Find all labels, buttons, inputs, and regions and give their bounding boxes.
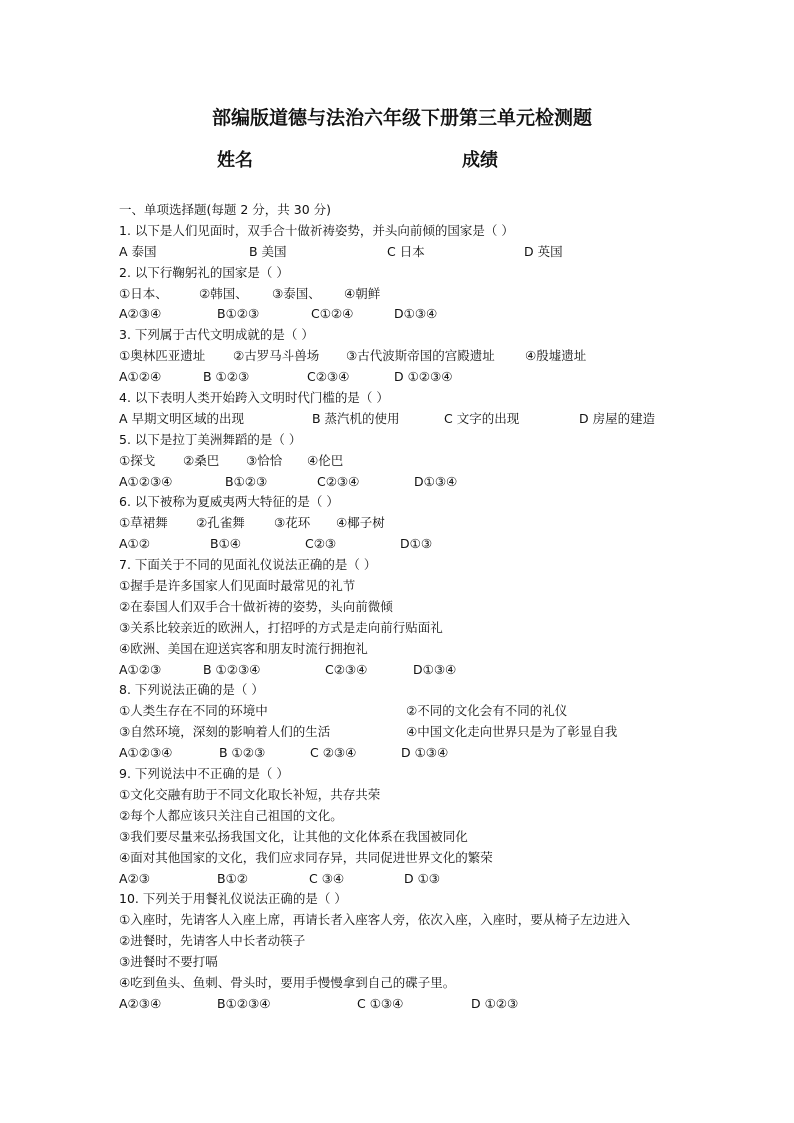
option-row bbox=[119, 367, 759, 388]
option-item: A①②③④ bbox=[119, 745, 173, 761]
option-item: ①草裙舞 bbox=[119, 515, 168, 531]
statement-line: ④面对其他国家的文化，我们应求同存异，共同促进世界文化的繁荣 bbox=[119, 849, 493, 865]
option-item: ④椰子树 bbox=[336, 515, 385, 531]
statement-line: ②每个人都应该只关注自己祖国的文化。 bbox=[119, 807, 343, 823]
option-item: B①②③ bbox=[225, 473, 268, 489]
statement-line: ②在泰国人们双手合十做祈祷的姿势，头向前微倾 bbox=[119, 598, 393, 614]
option-item: D①③④ bbox=[413, 661, 457, 677]
option-item: D ①③④ bbox=[401, 745, 449, 761]
question-stem: 7. 下面关于不同的见面礼仪说法正确的是（ ） bbox=[119, 557, 377, 573]
statement-line: ④吃到鱼头、鱼刺、骨头时，要用手慢慢拿到自己的碟子里。 bbox=[119, 974, 456, 990]
option-item: B 美国 bbox=[249, 243, 287, 259]
option-item: C ①③④ bbox=[357, 995, 404, 1011]
question-stem: 8. 下列说法正确的是（ ） bbox=[119, 682, 264, 698]
option-item: A①②③ bbox=[119, 661, 162, 677]
option-item: B①②③ bbox=[217, 306, 260, 322]
question-stem: 4. 以下表明人类开始跨入文明时代门槛的是（ ） bbox=[119, 390, 389, 406]
option-row bbox=[119, 304, 759, 325]
statement-pair-row bbox=[119, 701, 759, 722]
option-item: C ③④ bbox=[309, 870, 345, 886]
statement-line: ③进餐时不要打嗝 bbox=[119, 954, 218, 970]
option-item: ②韩国、 bbox=[199, 285, 248, 301]
question-stem: 6. 以下被称为夏威夷两大特征的是（ ） bbox=[119, 494, 339, 510]
option-item: B ①②③④ bbox=[203, 661, 261, 677]
option-row bbox=[119, 534, 759, 555]
statement-line: ①文化交融有助于不同文化取长补短，共存共荣 bbox=[119, 786, 381, 802]
option-item: D①③④ bbox=[394, 306, 438, 322]
option-item: ②孔雀舞 bbox=[196, 515, 245, 531]
option-item: B 蒸汽机的使用 bbox=[312, 410, 400, 426]
option-row bbox=[119, 472, 759, 493]
option-item: ③泰国、 bbox=[272, 285, 321, 301]
option-item: B ①②③ bbox=[219, 745, 266, 761]
option-item: ③恰恰 bbox=[246, 452, 283, 468]
option-item: D①③④ bbox=[414, 473, 458, 489]
score-label: 成绩 bbox=[462, 150, 498, 171]
option-item: B ①②③ bbox=[203, 369, 250, 385]
option-item: D ①②③④ bbox=[394, 369, 453, 385]
option-item: ④伦巴 bbox=[307, 452, 344, 468]
option-item: A②③④ bbox=[119, 306, 162, 322]
option-item: B①②③④ bbox=[217, 995, 271, 1011]
option-item: C②③④ bbox=[307, 369, 350, 385]
option-item: C ②③④ bbox=[310, 745, 357, 761]
option-item: ④朝鲜 bbox=[344, 285, 381, 301]
statement-line: ①入座时，先请客人入座上席，再请长者入座客人旁，依次入座，入座时，要从椅子左边进入 bbox=[119, 912, 631, 928]
option-item: A①②③④ bbox=[119, 473, 173, 489]
option-row bbox=[119, 660, 759, 681]
question-stem: 1. 以下是人们见面时，双手合十做祈祷姿势，并头向前倾的国家是（ ） bbox=[119, 222, 514, 238]
option-row bbox=[119, 284, 759, 305]
option-item: C 文字的出现 bbox=[444, 410, 520, 426]
option-item: C②③ bbox=[305, 536, 337, 552]
option-item: C 日本 bbox=[387, 243, 425, 259]
statement-line: ③我们要尽量来弘扬我国文化，让其他的文化体系在我国被同化 bbox=[119, 828, 468, 844]
option-item: D ①③ bbox=[404, 870, 441, 886]
option-row bbox=[119, 242, 759, 263]
option-item: ①奥林匹亚遗址 bbox=[119, 348, 206, 364]
option-row bbox=[119, 451, 759, 472]
option-item: A 早期文明区域的出现 bbox=[119, 410, 245, 426]
option-item: A②③ bbox=[119, 870, 150, 886]
option-item: C①②④ bbox=[311, 306, 354, 322]
option-item: D 房屋的建造 bbox=[579, 410, 656, 426]
statement-line: ④欧洲、美国在迎送宾客和朋友时流行拥抱礼 bbox=[119, 640, 368, 656]
statement-line: ①握手是许多国家人们见面时最常见的礼节 bbox=[119, 578, 356, 594]
option-item: ①探戈 bbox=[119, 452, 156, 468]
statement-line: ③关系比较亲近的欧洲人，打招呼的方式是走向前行贴面礼 bbox=[119, 619, 443, 635]
option-row bbox=[119, 869, 759, 890]
question-stem: 5. 以下是拉丁美洲舞蹈的是（ ） bbox=[119, 431, 302, 447]
option-item: D ①②③ bbox=[471, 995, 519, 1011]
statement-item: ①人类生存在不同的环境中 bbox=[119, 703, 268, 719]
statement-item: ③自然环境，深刻的影响着人们的生活 bbox=[119, 724, 331, 740]
option-row bbox=[119, 994, 759, 1015]
question-stem: 10. 下列关于用餐礼仪说法正确的是（ ） bbox=[119, 891, 347, 907]
option-item: A①②④ bbox=[119, 369, 162, 385]
option-item: ④殷墟遗址 bbox=[525, 348, 587, 364]
option-item: ②古罗马斗兽场 bbox=[233, 348, 320, 364]
section-heading: 一、单项选择题(每题 2 分，共 30 分) bbox=[119, 202, 332, 217]
statement-pair-row bbox=[119, 722, 759, 743]
page-title: 部编版道德与法治六年级下册第三单元检测题 bbox=[212, 107, 593, 129]
statement-line: ②进餐时，先请客人中长者动筷子 bbox=[119, 933, 306, 949]
option-item: ②桑巴 bbox=[183, 452, 220, 468]
option-item: D①③ bbox=[400, 536, 433, 552]
option-item: D 英国 bbox=[524, 243, 563, 259]
option-item: ③古代波斯帝国的宫殿遗址 bbox=[346, 348, 495, 364]
question-stem: 2. 以下行鞠躬礼的国家是（ ） bbox=[119, 264, 289, 280]
option-item: B①④ bbox=[210, 536, 241, 552]
option-row bbox=[119, 346, 759, 367]
option-item: A②③④ bbox=[119, 995, 162, 1011]
option-item: B①② bbox=[217, 870, 248, 886]
option-row bbox=[119, 513, 759, 534]
question-list bbox=[119, 200, 759, 1015]
option-row bbox=[119, 409, 759, 430]
option-item: C②③④ bbox=[325, 661, 368, 677]
option-item: C②③④ bbox=[317, 473, 360, 489]
option-item: A①② bbox=[119, 536, 150, 552]
question-stem: 3. 下列属于古代文明成就的是（ ） bbox=[119, 327, 314, 343]
statement-item: ④中国文化走向世界只是为了彰显自我 bbox=[406, 724, 618, 740]
statement-item: ②不同的文化会有不同的礼仪 bbox=[406, 703, 568, 719]
option-item: A 泰国 bbox=[119, 243, 157, 259]
option-item: ①日本、 bbox=[119, 285, 168, 301]
option-item: ③花环 bbox=[274, 515, 311, 531]
option-row bbox=[119, 743, 759, 764]
question-stem: 9. 下列说法中不正确的是（ ） bbox=[119, 766, 289, 782]
name-label: 姓名 bbox=[217, 150, 253, 171]
